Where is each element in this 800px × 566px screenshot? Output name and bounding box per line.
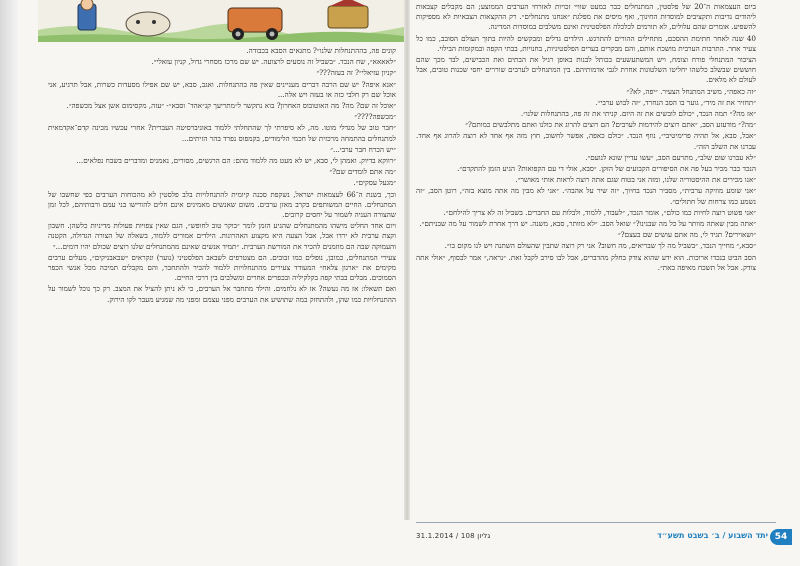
page-number-badge: 54 (770, 529, 792, 545)
article-paragraph: הנכד כבר מכיר בעל פה את הסיפורים הקבועים של הזקן. ״סבא, אולי די עם הקפואות? הגיע הזמן להתקדם״. (457, 164, 756, 174)
article-paragraph: ״מה אתם לומדים שם?״ (329, 167, 396, 177)
article-paragraph: ״אני פשוט רוצה לחיות כמו כולם״, אומר הנכד, ״לעבוד, ללמוד, ולבלות עם החברים. בשביל זה לא צריך להילחם״. (443, 207, 756, 217)
article-paragraph: ויום אחד החליט מישהו מהמתנחלים שהגיע הזמן לומר ״בוקר טוב לחופש״, הגם שאין צפויות פעולות מדיניות כלשהן. חשבון וקצת ערבית לא ירדו אבל, אבל הצעה היא מקצוע האהרונות. הילדים אמורים ללמוד, בשאלה של הצורה הגדולה, הקטנה והעמוקה שבה הם מוזמנים להכיר את המורשת הערבית. ״תמיד אנשים שאינם מהמתנחלים שלנו רוצים שכולם יהיו דומים...״ (48, 221, 396, 251)
left-article-column (48, 46, 396, 516)
magazine-brand: יתד השבוע / ב׳ בשבט תשע״ד (657, 531, 768, 540)
page-edge-shadow (0, 0, 18, 566)
article-paragraph: ״אוכל זה שם? מה? מה האוטובוס האחרון? בוא נתקשר ל״מתריעך קנ״אהד־ וסבא״- ״עזה, מקסימום אשן אצל מכשפה״. (66, 101, 396, 111)
article-paragraph: ״מגעל עסקים״. (353, 178, 396, 188)
page-footer (18, 528, 800, 548)
article-paragraph: ״אז מה?״ תמה הנכד, ״כולם לובשים את זה היום. קניתי את זה פה, בהתנחלות שלנו״. (520, 109, 756, 119)
article-paragraph: ״אנו מכירים את ההיסטוריה שלנו, ומזה אני בטוח שגם אתה רוצה לראות אותי מאושר״. (515, 175, 756, 185)
article-paragraph: ״לא עברנו שום שלב״, מתרעם הסב, ״עשו עדיין שונא לנועם״. (585, 152, 756, 162)
article-paragraph: וכך, בשנת ה־66 לעצמאות ישראל, נשקפת סכנה קיומית להתנחלויות בלב פלסטין לא מהכוחות הערבים כפי שחשבו של המתנחלים. החיים המשותפים בקרב מאזן ערבים. משום שאנשים מאמינים אינם חלים להורישו בני עמם ורבותיהם, לכל זמן שהצורה העניה לשמור על יחסים קרובים. (48, 189, 396, 220)
issue-date: 31.1.2014 / 108 גליון (416, 532, 491, 540)
article-paragraph: ביום העצמאות ה־20 של פלסטין, המתנחלים כבר כמעט שוויי זכויות לאזרחי הערבים הממוצע; הם מקבלים קצבאות ליהודים נדיבות ותקציבים למוסדות החינוך, ואף מיסים את מפלגת ״אנחנו מתנחלים״. רק ההקצאות הצבאיות לא מספיקות להשפיע. אומרים שהם עלולים, לא תורמים לכלכלה הפלסטינית ואינם משלבים במוסדות המדינה. (416, 2, 756, 32)
article-paragraph: ״זה כאפה״, משיב המתנחל הצעיר. ״יפה, לא?״ (626, 86, 756, 96)
article-paragraph: ״ושאוירים? תגיד לי, מה אתם עושים שם בעצם?״ (618, 230, 756, 240)
footer-left-blank (40, 528, 400, 548)
article-paragraph: ״יש הכרח חבר ערבי...״ (330, 144, 396, 154)
article-paragraph: ״קניון עזיאלי״? זה בעזה???״ (316, 68, 396, 78)
article-paragraph: ״רווקא בדיוק. ואמהן לי, סבא, יש לא מעט מה ללמוד מהם: הם הרגשים, מסורים, נאמנים ומדברים בשבח נפלאים... (76, 156, 396, 166)
article-paragraph: ״מה?״ מודעזע הסב, ״אתם רוצים להידמות לערבים? הם רוצים להרוג את כולנו ואתם מתלבשים כמותם?״ (465, 120, 756, 130)
article-paragraph: ״תחזיר את זה מיד״, גוער בו הסב הנחרד, ״זה לבוש ערבי״. (595, 97, 756, 107)
article-paragraph: הציבור המתנחלי פורח וצומח, ויש המשתעשעים בכותל לבנות באופן רגיל את הבתים ואת הכבישים, לבד מכך שהם חוששים שבשלב כלשהו יחליטו השלטונות אחרת לגבי אדמותיהם. בין המתנחלים לערבים שוררים יחסי שכנות טובים, אבל לעולם לא מלאים. (416, 55, 756, 85)
article-paragraph: ״אבל, סבא, אל תהיה פרימיטיבי״, נוזף הנכד. ״כולם כאפה, אפשר לחשוב, חוץ מזה אף אחד לא רוצה להרוג אף אחד. עברנו את השלב הזה״. (416, 131, 756, 151)
article-paragraph: ״חבר טוב של מגדלי מוטו. מה, לא סיפרתי לך שהתחלתי ללמוד באוניברסיטה העברית? אחרי עכשיו מכינה קדם־אקדמאית למתנחלים בהתמחה מרכזית של חכמי הלימודים, בקמפוס נפרד בהר הזיתים... (48, 123, 396, 143)
article-paragraph: ״סבא,״ מחייך הנכד, ״בשביל מה לך שבריאים, מה חשוב? אני רק רוצה שתבין שהעולם השתנה ויש לנו מקום בו״. (444, 241, 756, 251)
article-paragraph: ואם תשאלו: אז מה נעשה? אז לא נלחמים. והילד מתחבר אל הערבים, כי לא ניתן להציל את המצב. רק כך נוכל לשמור על ההתנחלויות כמו שהן, ולהתחזק במה שתושיע את הערבים מפני עצמם ומפני מה שמגיע מעבר לקו הירוק. (48, 284, 396, 304)
article-paragraph: צעירי המתנחלים, כמובן, נופלים כמו זבובים. הם מצטרפים לשבאב הפלסטיני (נוער) ונקראים ״שבאבניקים״, מעלים ערבים מקימים את ״ארגון צלאח״ המעודד צעירים מהתנחלויות ללמוד להכיר ולהתחבר, והם מקבלים תמיכה מכל אנשי הכפר הסמוכים. מבלים בבתי קפה בקלקיליה ובכפרים אחרים ומשלבים בין דרכי החיים. (48, 252, 396, 283)
article-paragraph: ״אתה מבין שאתה מוותר על כל מה שבנינו?״ שואל הסב. ״לא מוותר, סבא, משנה. יש דרך אחרת לשמור על מה שבניתם״. (419, 219, 756, 229)
article-paragraph: ״אני שומע מוזיקה ערבית״, מסביר הנכד בחיוך, ״זה שיר על אהבה״. ״אני לא מבין מה אתה מוצא בזה״, רוטן הסב, ״זה נשמע כמו צרחות של חתולים״. (416, 186, 756, 206)
page-gutter (404, 0, 410, 520)
article-paragraph: הסב הביט בנכדו ארוכות. הוא ידע שהוא צודק בחלק מהדברים, אבל לבו סירב לקבל זאת. ״נראה,״ אמר לבסוף, ״אולי אתה צודק. אבל אל תשכח מאיפה באת״. (416, 252, 756, 272)
footer-right (416, 528, 796, 548)
cartoon-illustration (38, 0, 404, 42)
article-paragraph: ״מכשפה????״ (354, 112, 396, 122)
article-paragraph: קונים פה, בההתנחלות שלנו״? מתגאים הסבא בכבודה. (246, 46, 396, 55)
article-paragraph: ״לאאאא״, שח הנכד. ״בשביל זה נוסעים לרצועה. יש שם מרכז מסחרי גדול, קניון עזאלי״. (151, 57, 396, 67)
magazine-spread (18, 0, 800, 566)
footer-divider (416, 522, 776, 523)
article-paragraph: 40 שנה לאחר חתימת ההסכם, מתחילים ההורים להתרגש. הילדים גדלים ומבקשים להיות בתוך העולם הסובב, כמו כל צעיר אחר. התרבות הערבית מושכת אותם, והם מבקרים בערים הפלסטיניות, בחנויות, בבתי הקפה ובמקומות הבילוי. (416, 33, 756, 53)
article-paragraph: ״אנא איפה? יש שם הרבה דברים מעניינים שאין פה בהתנחלות. ואגב, סבא, יש שם אפילו מסעדות כשרות, אבל תרגיע, אני אוכל שם רק חלבי כזה או בעזה ויש אלה... (48, 79, 396, 99)
right-article-column (416, 2, 756, 516)
